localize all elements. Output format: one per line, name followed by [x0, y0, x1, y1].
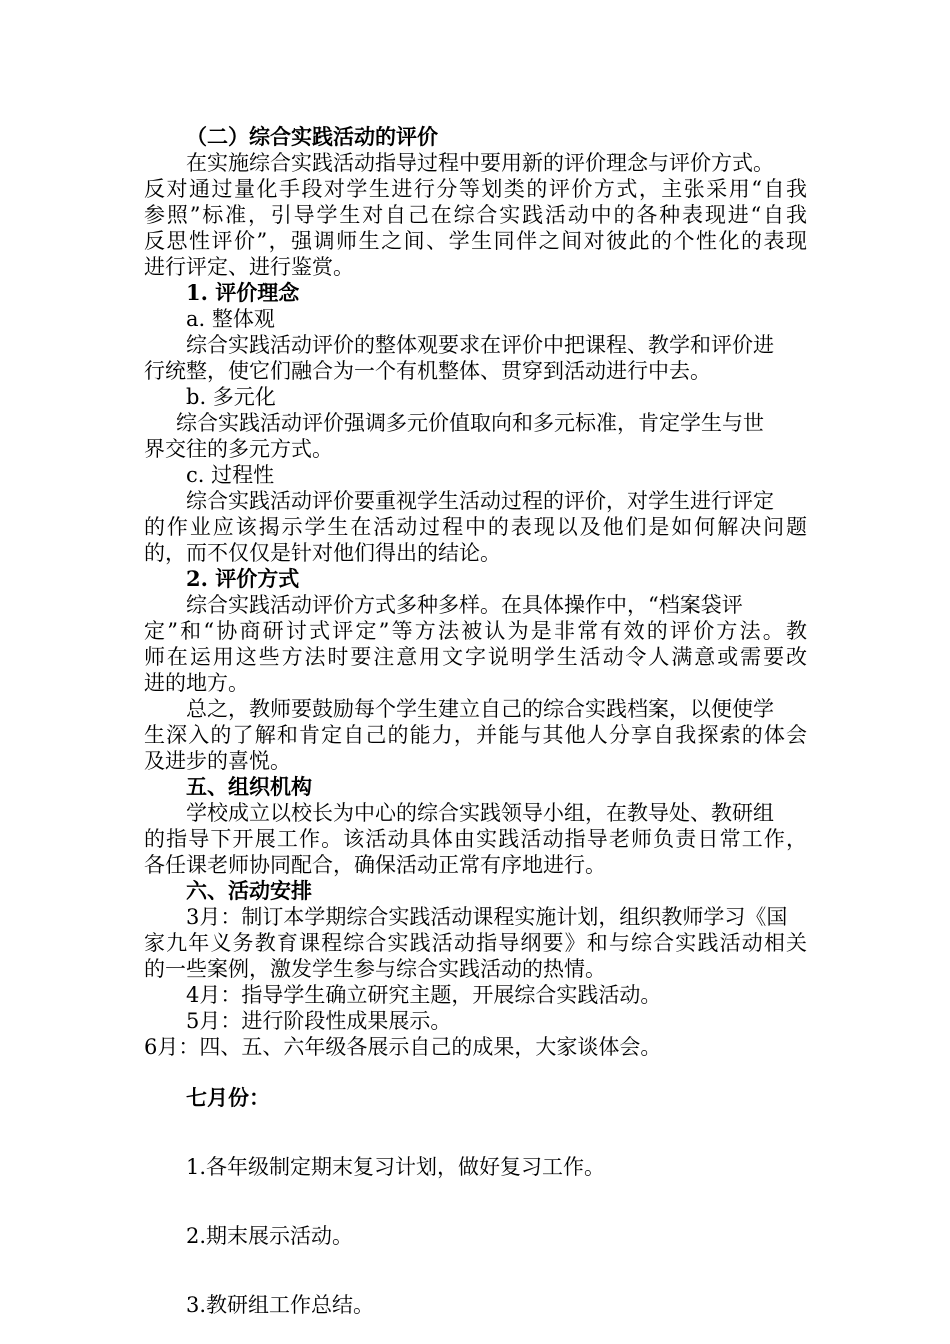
paragraph-line: 行统整，使它们融合为一个有机整体、贯穿到活动进行中去。	[144, 359, 711, 383]
list-item: 1.各年级制定期末复习计划，做好复习工作。	[186, 1155, 606, 1179]
list-item: 3.教研组工作总结。	[186, 1293, 375, 1317]
item-title: a. 整体观	[186, 307, 275, 331]
schedule-line: 家九年义务教育课程综合实践活动指导纲要》和与综合实践活动相关	[144, 931, 807, 955]
schedule-line: 3月：制订本学期综合实践活动课程实施计划，组织教师学习《国	[186, 905, 788, 929]
paragraph-line: 在实施综合实践活动指导过程中要用新的评价理念与评价方式。	[186, 151, 774, 175]
paragraph-line: 反思性评价”，强调师生之间、学生同伴之间对彼此的个性化的表现	[144, 229, 807, 253]
paragraph-line: 综合实践活动评价强调多元价值取向和多元标准，肯定学生与世	[176, 411, 764, 435]
paragraph-line: 参照”标准，引导学生对自己在综合实践活动中的各种表现进“自我	[144, 203, 807, 227]
paragraph-line: 综合实践活动评价的整体观要求在评价中把课程、教学和评价进	[186, 333, 774, 357]
paragraph-line: 综合实践活动评价方式多种多样。在具体操作中，“档案袋评	[186, 593, 743, 617]
schedule-line: 6月：四、五、六年级各展示自己的成果，大家谈体会。	[144, 1035, 662, 1059]
paragraph-line: 的作业应该揭示学生在活动过程中的表现以及他们是如何解决问题	[144, 515, 807, 539]
list-item: 2.期末展示活动。	[186, 1224, 354, 1248]
paragraph-line: 总之，教师要鼓励每个学生建立自己的综合实践档案，以便使学	[186, 697, 774, 721]
subheading-evaluation-concept: 1. 评价理念	[186, 280, 300, 305]
paragraph-line: 进行评定、进行鉴赏。	[144, 255, 354, 279]
schedule-line: 5月：进行阶段性成果展示。	[186, 1009, 452, 1033]
paragraph-line: 生深入的了解和肯定自己的能力，并能与其他人分享自我探索的体会	[144, 723, 807, 747]
paragraph-line: 的指导下开展工作。该活动具体由实践活动指导老师负责日常工作，	[144, 827, 807, 851]
section-heading-schedule: 六、活动安排	[186, 878, 312, 903]
paragraph-line: 的，而不仅仅是针对他们得出的结论。	[144, 541, 501, 565]
schedule-line: 4月：指导学生确立研究主题，开展综合实践活动。	[186, 983, 662, 1007]
section-heading-organization: 五、组织机构	[186, 774, 312, 799]
section-heading-evaluation: （二）综合实践活动的评价	[186, 124, 438, 149]
item-title: b. 多元化	[186, 385, 276, 409]
paragraph-line: 界交往的多元方式。	[144, 437, 333, 461]
section-heading-july: 七月份：	[186, 1085, 270, 1110]
paragraph-line: 学校成立以校长为中心的综合实践领导小组，在教导处、教研组	[186, 801, 774, 825]
paragraph-line: 师在运用这些方法时要注意用文字说明学生活动令人满意或需要改	[144, 645, 807, 669]
paragraph-line: 各任课老师协同配合，确保活动正常有序地进行。	[144, 853, 606, 877]
paragraph-line: 及进步的喜悦。	[144, 749, 291, 773]
paragraph-line: 定”和“协商研讨式评定”等方法被认为是非常有效的评价方法。教	[144, 619, 807, 643]
paragraph-line: 综合实践活动评价要重视学生活动过程的评价，对学生进行评定	[186, 489, 774, 513]
subheading-evaluation-method: 2. 评价方式	[186, 566, 300, 591]
item-title: c. 过程性	[186, 463, 275, 487]
paragraph-line: 反对通过量化手段对学生进行分等划类的评价方式，主张采用“自我	[144, 177, 807, 201]
schedule-line: 的一些案例，激发学生参与综合实践活动的热情。	[144, 957, 606, 981]
paragraph-line: 进的地方。	[144, 671, 249, 695]
